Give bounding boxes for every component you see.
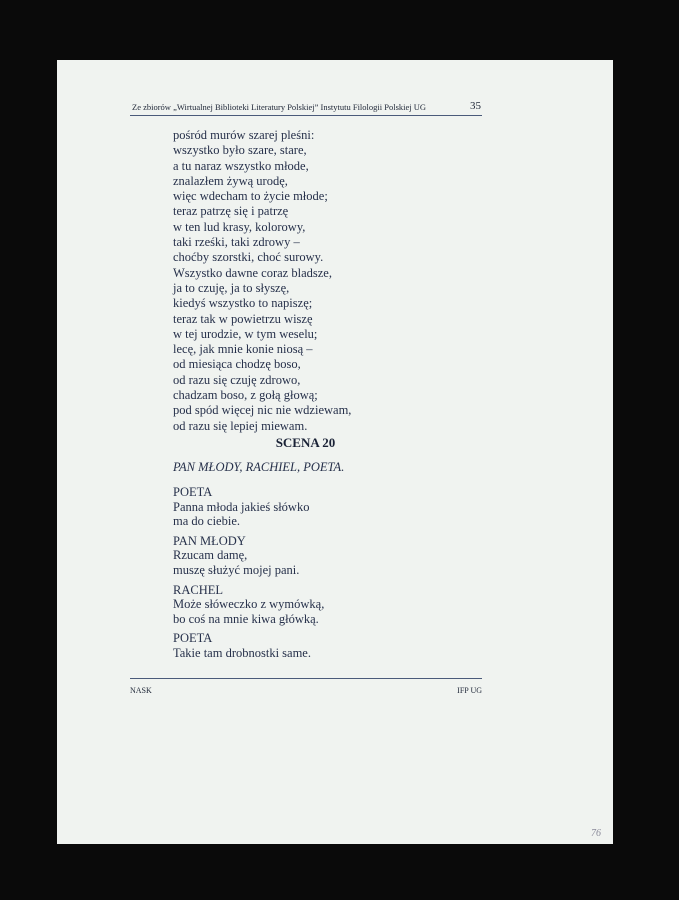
verse-line: choćby szorstki, choć surowy.: [173, 250, 324, 265]
verse-line: pod spód więcej nic nie wdziewam,: [173, 403, 352, 418]
footer-rule: [130, 678, 482, 679]
dialogue-line: muszę służyć mojej pani.: [173, 562, 300, 577]
dialogue-exchange: [173, 534, 324, 578]
verse-line: ja to czuję, ja to słyszę,: [173, 280, 290, 295]
verse-line: teraz patrzę się i patrzę: [173, 204, 289, 219]
verse-line: Wszystko dawne coraz bladsze,: [173, 265, 332, 280]
dialogue-block: [173, 485, 324, 666]
dialogue-line: Takie tam drobnostki same.: [173, 645, 311, 660]
dialogue-line: Może słóweczko z wymówką,: [173, 597, 325, 612]
verse-line: wszystko było szare, stare,: [173, 143, 307, 158]
verse-line: kiedyś wszystko to napiszę;: [173, 296, 313, 311]
dialogue-line: bo coś na mnie kiwa główką.: [173, 611, 319, 626]
verse-line: od razu się czuję zdrowo,: [173, 372, 301, 387]
verse-line: teraz tak w powietrzu wiszę: [173, 311, 313, 326]
verse-line: znalazłem żywą urodę,: [173, 173, 288, 188]
dialogue-exchange: [173, 485, 324, 529]
dialogue-exchange: [173, 631, 324, 660]
verse-line: a tu naraz wszystko młode,: [173, 158, 309, 173]
verse-line: w tej urodzie, w tym weselu;: [173, 326, 318, 341]
verse-line: pośród murów szarej pleśni:: [173, 128, 315, 142]
verse-line: więc wdecham to życie młode;: [173, 189, 328, 204]
dialogue-line: Rzucam damę,: [173, 548, 248, 563]
footer-right-text: IFP UG: [457, 686, 482, 695]
running-head: [132, 102, 481, 116]
document-page: [57, 60, 613, 844]
verse-line: od miesiąca chodzę boso,: [173, 357, 301, 372]
page-number: 35: [470, 100, 481, 112]
speaker-name: RACHEL: [173, 582, 223, 597]
verse-line: taki rześki, taki zdrowy –: [173, 235, 300, 250]
handwritten-page-note: 76: [591, 828, 601, 839]
verse-line: chadzam boso, z gołą głową;: [173, 388, 318, 403]
scene-characters: PAN MŁODY, RACHIEL, POETA.: [173, 460, 345, 474]
running-head-text: Ze zbiorów „Wirtualnej Biblioteki Literatury Polskiej” Instytutu Filologii Polskiej UG: [132, 102, 427, 112]
speaker-name: POETA: [173, 485, 213, 499]
header-rule: [130, 115, 482, 116]
verse-line: lecę, jak mnie konie niosą –: [173, 342, 313, 357]
footer-left-text: NASK: [130, 686, 152, 695]
dialogue-exchange: [173, 583, 324, 627]
verse-line: w ten lud krasy, kolorowy,: [173, 219, 306, 234]
verse-line: od razu się lepiej miewam.: [173, 418, 308, 433]
dialogue-line: ma do ciebie.: [173, 514, 240, 529]
verse-block: [173, 128, 351, 434]
speaker-name: PAN MŁODY: [173, 533, 246, 548]
scene-title: SCENA 20: [275, 435, 336, 450]
dialogue-line: Panna młoda jakieś słówko: [173, 499, 310, 514]
speaker-name: POETA: [173, 631, 213, 646]
